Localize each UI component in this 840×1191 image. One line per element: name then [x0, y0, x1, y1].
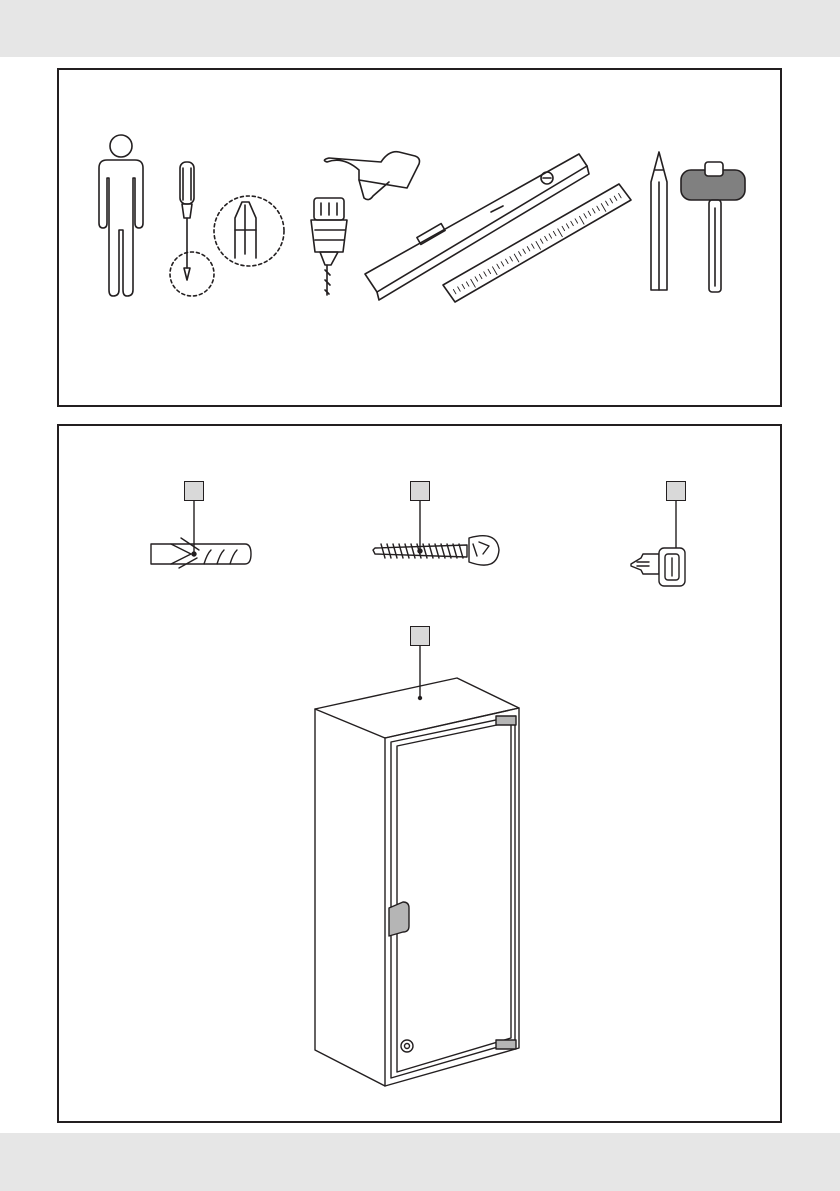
phillips-bit-detail-icon: [214, 196, 284, 266]
header-band: [0, 0, 840, 57]
pencil-icon: [651, 152, 667, 290]
person-icon: [99, 135, 143, 296]
tools-panel: [57, 68, 782, 407]
cabinet-icon: [315, 678, 519, 1086]
parts-panel: [57, 424, 782, 1123]
key-icon: [631, 548, 685, 586]
spirit-level-icon: [365, 154, 589, 300]
hammer-icon: [681, 162, 745, 292]
screw-icon: [373, 536, 499, 565]
footer-band: [0, 1133, 840, 1191]
parts-illustration: [59, 426, 784, 1125]
wall-plug-icon: [151, 538, 251, 568]
tools-illustration: [59, 70, 784, 409]
screwdriver-icon: [170, 162, 214, 296]
